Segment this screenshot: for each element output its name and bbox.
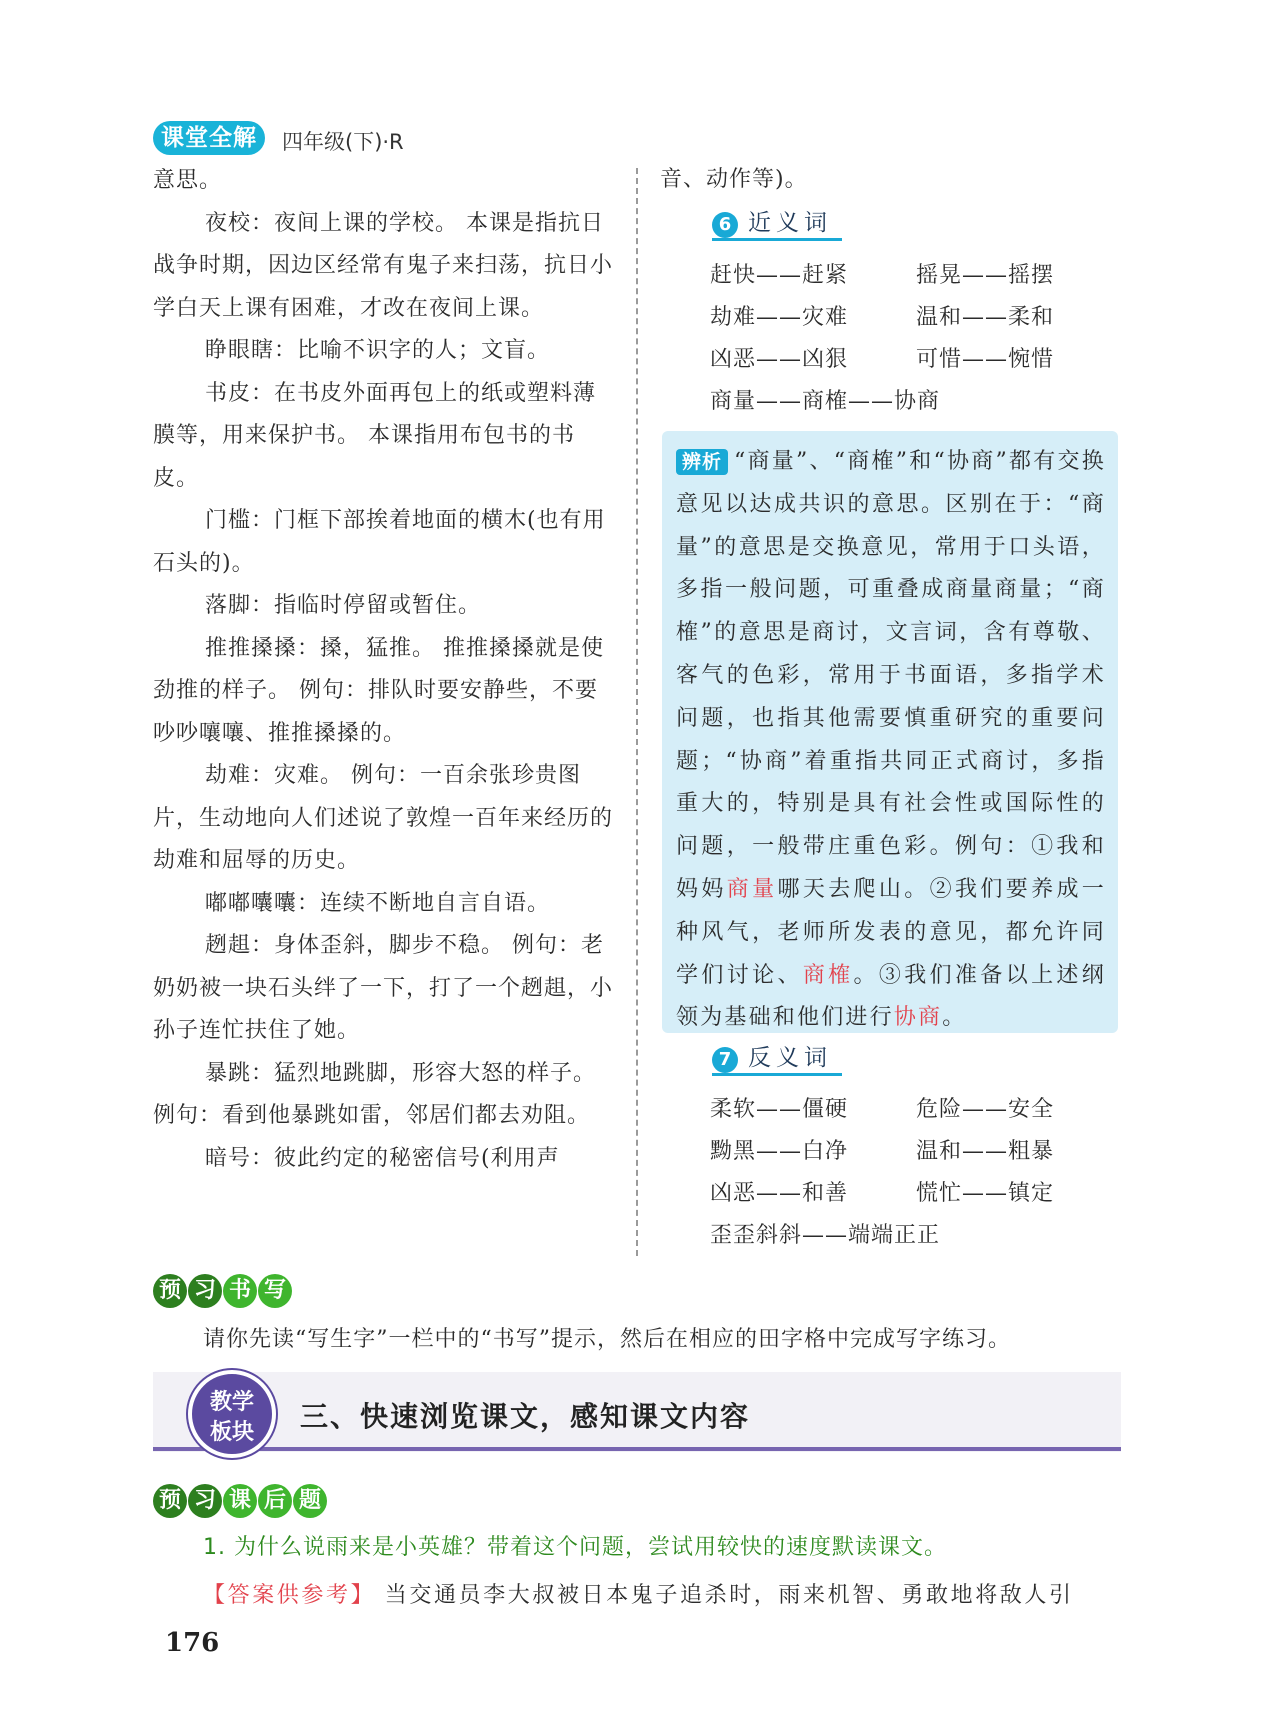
definition-zhengyanxia bbox=[153, 330, 613, 373]
heading-char: 预 bbox=[153, 1274, 187, 1308]
heading-char: 书 bbox=[223, 1274, 257, 1308]
word-pair: 温和——粗暴 bbox=[916, 1139, 1055, 1164]
definition-shupi bbox=[153, 373, 613, 501]
definition-text: 夜间上课的学校。 本课是指抗日战争时期，因边区经常有鬼子来扫荡，抗日小学白天上课有困难，才改在夜间上课。 bbox=[153, 210, 614, 321]
page-number: 176 bbox=[165, 1628, 220, 1658]
highlight-word: 商量 bbox=[726, 876, 778, 902]
definition-text: 指临时停留或暂住。 bbox=[274, 593, 482, 618]
term: 暗号： bbox=[205, 1145, 275, 1171]
brand-label: 课堂全解 bbox=[153, 121, 265, 155]
highlight-word: 协商 bbox=[893, 1005, 943, 1031]
definition-tuituisangsang bbox=[153, 628, 613, 756]
heading-char: 题 bbox=[293, 1484, 327, 1518]
definition-lieqie bbox=[153, 925, 613, 1053]
badge-line: 板块 bbox=[209, 1420, 254, 1445]
antonyms-heading bbox=[712, 1043, 842, 1076]
answer-line bbox=[203, 1578, 1074, 1609]
question-text: 1. 为什么说雨来是小英雄？带着这个问题，尝试用较快的速度默读课文。 bbox=[203, 1535, 947, 1560]
definition-text: 连续不断地自言自语。 bbox=[320, 890, 551, 916]
definition-anhao bbox=[153, 1138, 613, 1181]
definition-jienan bbox=[153, 755, 613, 883]
definition-text: 猛烈地跳脚，形容大怒的样子。 例句：看到他暴跳如雷，邻居们都去劝阻。 bbox=[153, 1060, 597, 1128]
term: 趔趄： bbox=[205, 933, 275, 958]
term: 暴跳： bbox=[205, 1060, 275, 1086]
preview-questions-heading bbox=[153, 1484, 327, 1518]
definition-text: 彼此约定的秘密信号(利用声 bbox=[274, 1145, 560, 1171]
answer-text: 当交通员李大叔被日本鬼子追杀时，雨来机智、勇敢地将敌人引 bbox=[384, 1583, 1074, 1608]
teaching-module-badge bbox=[188, 1370, 276, 1458]
highlight-word: 商榷 bbox=[802, 962, 854, 988]
word-pair: 凶恶——凶狠 bbox=[710, 347, 849, 372]
definition-baotiao bbox=[153, 1053, 613, 1138]
term: 嘟嘟囔囔： bbox=[205, 890, 321, 916]
word-pair: 歪歪斜斜——端端正正 bbox=[710, 1223, 941, 1248]
definition-text: 在书皮外面再包上的纸或塑料薄膜等，用来保护书。 本课指用布包书的书皮。 bbox=[153, 380, 597, 491]
preview-writing-heading bbox=[153, 1274, 292, 1308]
section-number-badge: 7 bbox=[712, 1047, 738, 1073]
word-pair: 温和——柔和 bbox=[916, 305, 1055, 330]
heading-char: 课 bbox=[223, 1484, 257, 1518]
analysis-box bbox=[662, 431, 1118, 1033]
word-pair: 赶快——赶紧 bbox=[710, 263, 849, 288]
definition-text: 身体歪斜，脚步不稳。 例句：老奶奶被一块石头绊了一下，打了一个趔趄，小孙子连忙扶住了她。 bbox=[153, 933, 614, 1043]
word-pair: 凶恶——和善 bbox=[710, 1181, 849, 1206]
heading-char: 预 bbox=[153, 1484, 187, 1518]
heading-char: 后 bbox=[258, 1484, 292, 1518]
section-title: 三、快速浏览课文，感知课文内容 bbox=[300, 1400, 751, 1433]
term: 落脚： bbox=[205, 593, 275, 618]
heading-char: 习 bbox=[188, 1274, 222, 1308]
definition-yexiao bbox=[153, 203, 613, 331]
definition-text: 门框下部挨着地面的横木(也有用石头的)。 bbox=[153, 508, 606, 576]
section-banner-rule bbox=[153, 1447, 1121, 1451]
word-pair: 摇晃——摇摆 bbox=[916, 263, 1055, 288]
term: 夜校： bbox=[205, 210, 275, 236]
term: 睁眼瞎： bbox=[205, 338, 298, 363]
definition-text: 比喻不识字的人；文盲。 bbox=[297, 338, 551, 363]
word-pair: 柔软——僵硬 bbox=[710, 1097, 849, 1122]
definition-text: 灾难。 例句：一百余张珍贵图片，生动地向人们述说了敦煌一百年来经历的劫难和屈辱的历史。 bbox=[153, 763, 614, 873]
badge-line: 教学 bbox=[209, 1390, 254, 1415]
answer-tag: 【答案供参考】 bbox=[203, 1583, 376, 1608]
analysis-body: 哪天去爬山。②我们要养成一种风气，老师所发表的意见，都允许同学们讨论、 bbox=[676, 876, 1107, 988]
preview-writing-text: 请你先读“写生字”一栏中的“书写”提示，然后在相应的田字格中完成写字练习。 bbox=[203, 1327, 1011, 1352]
antonyms-title: 反义词 bbox=[748, 1045, 832, 1071]
paragraph-continuation: 意思。 bbox=[153, 168, 223, 193]
heading-char: 习 bbox=[188, 1484, 222, 1518]
analysis-text bbox=[676, 441, 1106, 1040]
term: 书皮： bbox=[205, 380, 275, 406]
definition-luojiao bbox=[153, 585, 613, 628]
left-column bbox=[153, 160, 613, 1180]
analysis-body: “商量”、“商榷”和“协商”都有交换意见以达成共识的意思。区别在于：“商量”的意思是交换意见，常用于口头语，多指一般问题，可重叠成商量商量；“商榷”的意思是商讨，文言词，含有尊敬、客气的色彩，常用于书面语，多指学术问题，也指其他需要慎重研究的重要问题；“协商”着重指共同正式商讨，多指重大的，特别是具有社会性或国际性的问题，一般带庄重色彩。例句：①我和妈妈 bbox=[676, 449, 1106, 902]
analysis-tag: 辨析 bbox=[676, 449, 728, 475]
right-continuation: 音、动作等)。 bbox=[660, 167, 808, 192]
synonyms-title: 近义词 bbox=[748, 210, 832, 236]
word-pair: 黝黑——白净 bbox=[710, 1139, 849, 1164]
term: 推推搡搡： bbox=[205, 635, 321, 661]
column-divider bbox=[636, 168, 638, 1256]
word-pair: 劫难——灾难 bbox=[710, 305, 849, 330]
word-pair: 可惜——惋惜 bbox=[916, 347, 1055, 372]
word-pair: 商量——商榷——协商 bbox=[710, 389, 941, 414]
word-pair: 慌忙——镇定 bbox=[916, 1181, 1055, 1206]
grade-label: 四年级(下)·R bbox=[282, 130, 404, 154]
synonyms-heading bbox=[712, 208, 842, 241]
definition-text: 搡，猛推。 推推搡搡就是使劲推的样子。 例句：排队时要安静些，不要吵吵嚷嚷、推推搡搡的。 bbox=[153, 635, 605, 746]
term: 劫难： bbox=[205, 763, 275, 788]
heading-char: 写 bbox=[258, 1274, 292, 1308]
analysis-body: 。 bbox=[942, 1005, 967, 1031]
word-pair: 危险——安全 bbox=[916, 1097, 1055, 1122]
analysis-body: 。③我们准备以上述纲领为基础和他们进行 bbox=[676, 962, 1106, 1031]
section-number-badge: 6 bbox=[712, 212, 738, 238]
definition-menkan bbox=[153, 500, 613, 585]
definition-dudunangnang bbox=[153, 883, 613, 926]
term: 门槛： bbox=[205, 508, 275, 533]
